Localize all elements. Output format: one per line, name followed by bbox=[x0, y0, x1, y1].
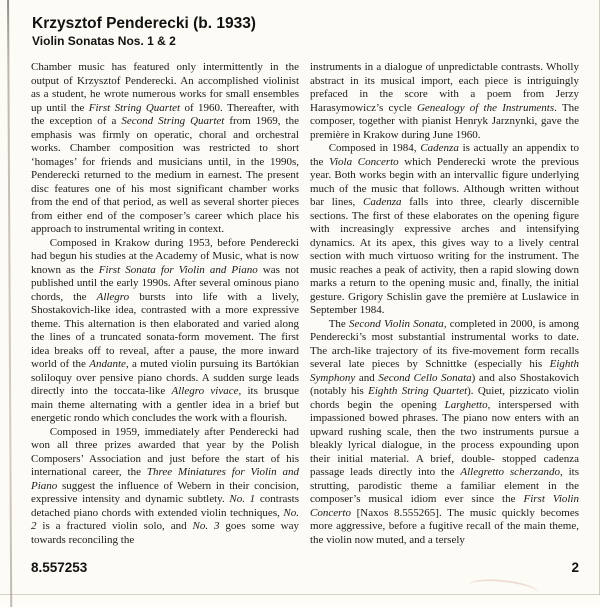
left-column bbox=[31, 61, 299, 547]
paragraph-cadenza: Composed in 1984, Cadenza is actually an appendix to the Viola Concerto which Penderecki wrote the previous year. Both works begin with an intervallic figure underlying much of the music that follows. Although written without bar lines, Cadenza falls into three, clearly discernible sections. The first of these elaborates on the opening figure with increasingly expressive arches and intensifying dynamics. At its apex, this gives way to a lively central section with much virtuoso writing for the instrument. The music reaches a peak of activity, then a rapid slowing down marks a return to the opening music and, finally, the initial gesture. Grigory Schislin gave the première at Luslawice in September 1984. bbox=[310, 142, 580, 316]
page-number: 2 bbox=[571, 560, 579, 575]
paragraph-three-miniatures: Composed in 1959, immediately after Penderecki had won all three prizes awarded that year by the Polish Composers’ Association and just before the start of his international career, the Three Miniatures for Violin and Piano suggest the influence of Webern in their concision, expressive intensity and dynamic subtlety. No. 1 contrasts detached piano chords with extended violin techniques, No. 2 is a fractured violin solo, and No. 3 goes some way towards reconciling the bbox=[31, 425, 300, 546]
catalog-number: 8.557253 bbox=[31, 560, 88, 575]
paragraph-second-sonata: The Second Violin Sonata, completed in 2000, is among Penderecki’s most substantial instrumental works to date. The arch-like trajectory of its five-movement form recalls several late pieces by Schnittke (especially his Eighth Symphony and Second Cello Sonata) and also Shostakovich (notably his Eighth String Quartet). Quiet, pizzicato violin chords begin the opening Larghetto, interspersed with impassioned bowed phrases. The piano now enters with an upward rushing scale, then the two instruments pursue a bleakly lyrical dialogue, in the process expounding upon their initial material. A brief, double- stopped cadenza passage leads directly into the Allegretto scherzando, its strutting, parodistic theme a familiar element in the composer’s musical idiom ever since the First Violin Concerto [Naxos 8.555265]. The music quickly becomes more aggressive, before a fugitive recall of the main theme, the violin now muted, and a tersely bbox=[310, 317, 580, 546]
paragraph-chamber-music: Chamber music has featured only intermittently in the output of Krzysztof Penderecki. An accomplished violinist as a student, he wrote numerous works for small ensembles up until the First String Quartet of 1960. Thereafter, with the exception of a Second String Quartet from 1969, the emphasis was firmly on operatic, choral and orchestral works. Chamber composition was restricted to short ‘homages’ for friends and musicians until, in the 1990s, Penderecki returned to the medium in earnest. The present disc features one of his most significant chamber works from the end of that period, as well as several shorter pieces from either end of the composer’s career which place his approach to instrumental writing in context. bbox=[31, 61, 300, 235]
page-fold-crease bbox=[7, 0, 12, 607]
right-column bbox=[310, 61, 579, 547]
header bbox=[32, 15, 256, 48]
paragraph-first-sonata: Composed in Krakow during 1953, before Penderecki had begun his studies at the Academy of Music, what is now known as the First Sonata for Violin and Piano was not published until the early 1990s. After several ominous piano chords, the Allegro bursts into life with a lively, Shostakovich-like idea, contrasted with a more expressive theme. This alternation is then elaborated and varied along the lines of a truncated sonata-form movement. The first idea breaks off to reveal, after a pause, the more inward world of the Andante, a muted violin pursuing its Bartókian soliloquy over pensive piano chords. A sudden surge leads directly into the toccata-like Allegro vivace, its brusque main theme alternating with a gentler idea in a brief but energetic rondo which concludes the work with a flourish. bbox=[31, 236, 299, 424]
composer-title: Krzysztof Penderecki (b. 1933) bbox=[32, 15, 256, 32]
paragraph-miniatures-continued: instruments in a dialogue of unpredictable contrasts. Wholly abstract in its musical import, each piece is intriguingly prefaced in the score with a poem from Jerzy Harasymowicz’s cycle Genealogy of the Instruments. The composer, together with pianist Henryk Jarznynki, gave the première in Krakow during June 1960. bbox=[310, 61, 579, 141]
work-subtitle: Violin Sonatas Nos. 1 & 2 bbox=[32, 34, 176, 48]
footer bbox=[31, 560, 579, 575]
liner-notes bbox=[31, 61, 579, 547]
scan-smudge bbox=[467, 576, 538, 601]
